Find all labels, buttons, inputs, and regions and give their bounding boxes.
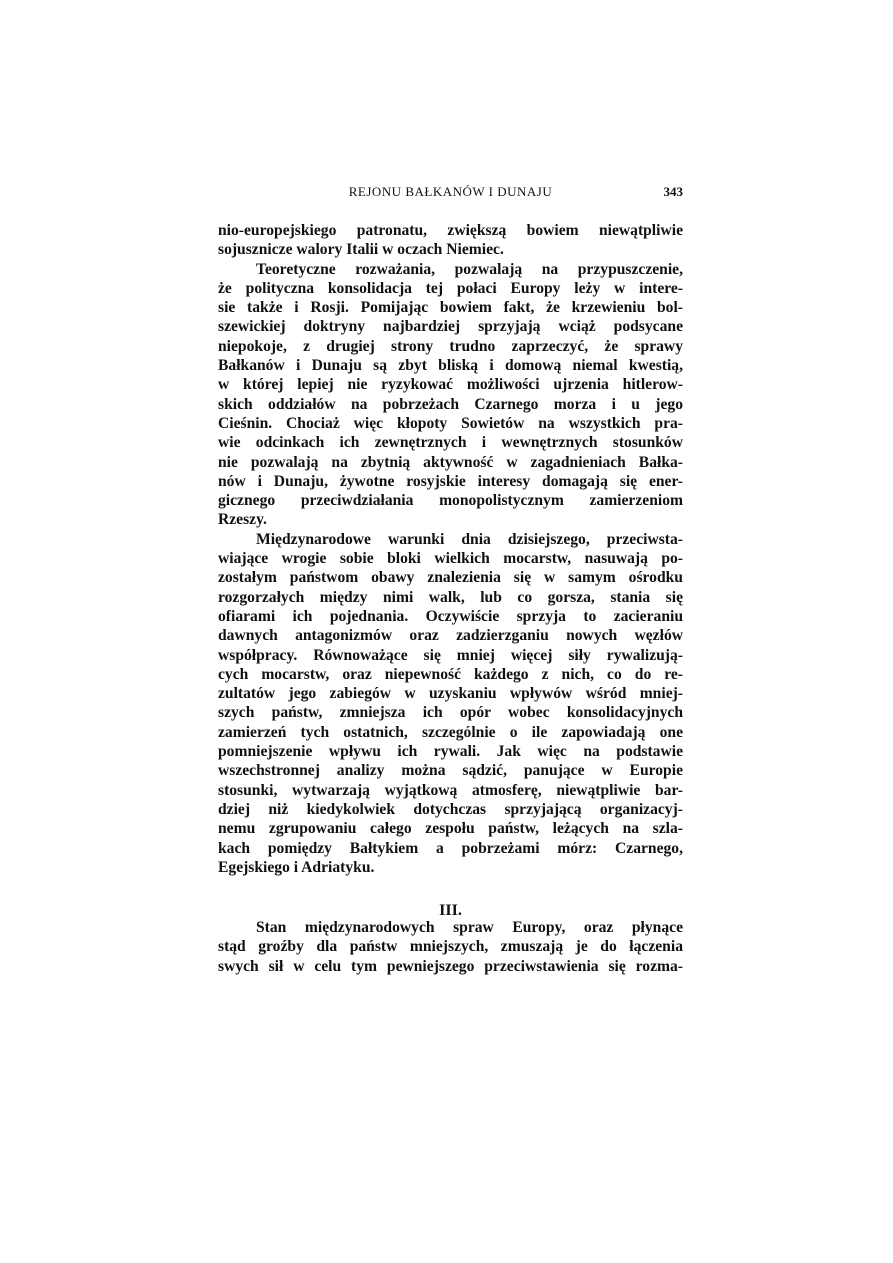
text-line: wiające wrogie sobie bloki wielkich mocarstw, nasuwają po- [218,550,683,568]
text-line: gicznego przeciwdziałania monopolistycznym zamierzeniom [218,492,683,510]
text-line: nio-europejskiego patronatu, zwiększą bowiem niewątpliwie [218,222,683,239]
paragraph [218,221,683,260]
body-text [218,221,683,877]
text-line: zamierzeń tych ostatnich, szczególnie o ile zapowiadają one [218,723,683,741]
page-header [218,184,683,204]
section-heading: III. [439,902,462,919]
text-line: wie odcinkach ich zewnętrznych i wewnętrznych stosunków [218,434,683,452]
text-line: Stan międzynarodowych spraw Europy, oraz płynące [256,919,683,936]
text-line: stosunki, wytwarzają wyjątkową atmosferę, niewątpliwie bar- [218,781,683,799]
text-line: Egejskiego i Adriatyku. [218,858,375,876]
text-line: Cieśnin. Chociaż więc kłopoty Sowietów na wszystkich pra- [218,414,683,432]
text-line: swych sił w celu tym pewniejszego przeciwstawienia się rozma- [218,957,683,975]
paragraph [218,918,683,976]
paragraph [218,260,683,530]
text-line: nie pozwalają na zbytnią aktywność w zagadnieniach Bałka- [218,453,683,471]
running-title: REJONU BAŁKANÓW I DUNAJU [348,184,553,199]
text-line: stąd groźby dla państw mniejszych, zmuszają je do łączenia [218,938,683,956]
text-line: ofiarami ich pojednania. Oczywiście sprzyja to zacieraniu [218,607,683,625]
text-line: szewickiej doktryny najbardziej sprzyjają wciąż podsycane [218,318,683,336]
text-line: rozgorzałych między nimi walk, lub co gorsza, stania się [218,588,683,606]
text-line: w której lepiej nie ryzykować możliwości ujrzenia hitlerow- [218,376,683,394]
text-line: szych państw, zmniejsza ich opór wobec konsolidacyjnych [218,704,683,722]
page-number: 343 [663,184,683,199]
text-line: zultatów jego zabiegów w uzyskaniu wpływów wśród mniej- [218,685,683,703]
text-line: dawnych antagonizmów oraz zadzierzganiu nowych węzłów [218,627,683,645]
text-line: wszechstronnej analizy można sądzić, panujące w Europie [218,762,683,780]
section-body-text [218,918,683,976]
text-line: skich oddziałów na pobrzeżach Czarnego morza i u jego [218,395,683,413]
text-line: Teoretyczne rozważania, pozwalają na przypuszczenie, [256,260,683,278]
text-line: współpracy. Równoważące się mniej więcej siły rywalizują- [218,646,683,664]
text-line: cych mocarstw, oraz niepewność każdego z nich, co do re- [218,665,683,683]
text-line: niepokoje, z drugiej strony trudno zaprzeczyć, że sprawy [218,337,683,355]
text-line: zostałym państwom obawy znalezienia się w samym ośrodku [218,569,683,587]
text-line: Rzeszy. [218,511,267,529]
text-line: pomniejszenie wpływu ich rywali. Jak więc na podstawie [218,743,683,761]
text-line: Bałkanów i Dunaju są zbyt bliską i domową niemal kwestią, [218,357,683,375]
text-line: kach pomiędzy Bałtykiem a pobrzeżami mórz: Czarnego, [218,839,683,857]
text-line: że polityczna konsolidacja tej połaci Europy leży w intere- [218,279,683,297]
text-line: sie także i Rosji. Pomijając bowiem fakt, że krzewieniu bol- [218,299,683,317]
text-line: dziej niż kiedykolwiek dotychczas sprzyjającą organizacyj- [218,800,683,818]
text-line: nemu zgrupowaniu całego zespołu państw, leżących na szla- [218,820,683,838]
paragraph [218,530,683,877]
text-line: Międzynarodowe warunki dnia dzisiejszego, przeciwsta- [256,530,683,548]
text-line: nów i Dunaju, żywotne rosyjskie interesy domagają się ener- [218,472,683,490]
text-line: sojusznicze walory Italii w oczach Niemiec. [218,241,504,259]
